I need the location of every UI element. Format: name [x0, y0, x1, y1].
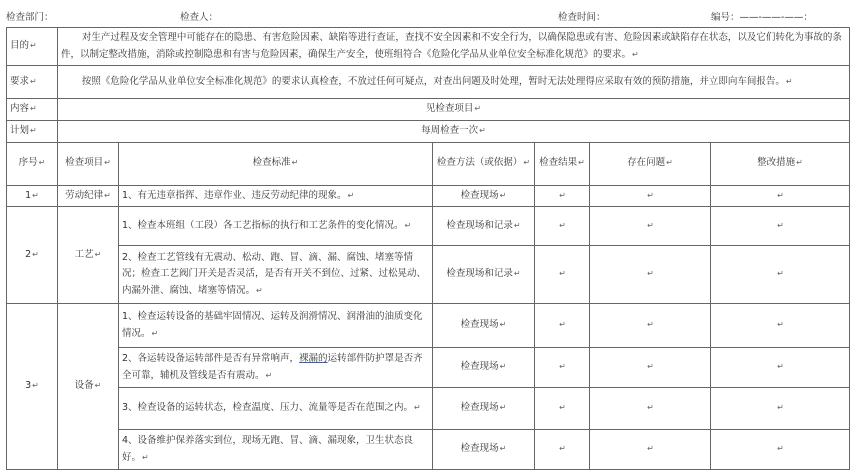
seq-cell: 1↵ — [7, 185, 58, 207]
measure-input-cell[interactable]: ↵ — [711, 246, 850, 304]
plan-text-cell: 每周检查一次↵ — [58, 120, 850, 142]
method-cell: 检查现场↵ — [433, 388, 535, 430]
purpose-text-cell: 对生产过程及安全管理中可能存在的隐患、有害危险因素、缺陷等进行查证，查找不安全因素和不安全行为，以确保隐患或有害、危险因素或缺陷存在状态，以及它们转化为事故的条件，以制定整改措施，消除或控制隐患和有害与危险因素，确保生产安全，使班组符合《危险化学品从业单位安全标准化规范》的要求。↵ — [58, 28, 850, 66]
issue-input-cell[interactable]: ↵ — [590, 430, 711, 470]
column-header-seq: 序号↵ — [7, 142, 58, 185]
method-cell: 检查现场↵ — [433, 348, 535, 388]
column-header-measure: 整改措施↵ — [711, 142, 850, 185]
issue-input-cell[interactable]: ↵ — [590, 348, 711, 388]
measure-input-cell[interactable]: ↵ — [711, 430, 850, 470]
requirement-row — [7, 66, 850, 99]
measure-input-cell[interactable]: ↵ — [711, 388, 850, 430]
inspection-table — [6, 27, 850, 470]
purpose-label: 目的 — [10, 40, 30, 52]
issue-input-cell[interactable]: ↵ — [590, 185, 711, 207]
content-label-cell: 内容↵ — [7, 99, 58, 121]
content-label: 内容 — [10, 103, 30, 115]
method-cell: 检查现场和记录↵ — [433, 207, 535, 246]
content-text: 见检查项目 — [425, 103, 474, 115]
method-cell: 检查现场↵ — [433, 185, 535, 207]
serial-number-label: 编号：——-——-——： — [711, 12, 813, 23]
result-input-cell[interactable]: ↵ — [535, 430, 590, 470]
issue-input-cell[interactable]: ↵ — [590, 207, 711, 246]
method-cell: 检查现场↵ — [433, 304, 535, 348]
requirement-label: 要求 — [10, 75, 30, 87]
standard-cell: 2、各运转设备运转部件是否有异常响声，裸漏的运转部件防护罩是否齐全可靠，辅机及管线是否有震动。↵ — [119, 348, 433, 388]
purpose-row — [7, 28, 850, 66]
result-input-cell[interactable]: ↵ — [535, 304, 590, 348]
measure-input-cell[interactable]: ↵ — [711, 207, 850, 246]
table-row — [7, 388, 850, 430]
purpose-label-cell: 目的↵ — [7, 28, 58, 66]
plan-label-cell: 计划↵ — [7, 120, 58, 142]
seq-cell: 2↵ — [7, 207, 58, 304]
standard-cell: 1、检查本班组（工段）各工艺指标的执行和工艺条件的变化情况。↵ — [119, 207, 433, 246]
result-input-cell[interactable]: ↵ — [535, 185, 590, 207]
measure-input-cell[interactable]: ↵ — [711, 304, 850, 348]
plan-row — [7, 120, 850, 142]
table-row — [7, 207, 850, 246]
result-input-cell[interactable]: ↵ — [535, 207, 590, 246]
column-header-result: 检查结果↵ — [535, 142, 590, 185]
method-cell: 检查现场和记录↵ — [433, 246, 535, 304]
table-row — [7, 185, 850, 207]
requirement-label-cell: 要求↵ — [7, 66, 58, 99]
measure-input-cell[interactable]: ↵ — [711, 185, 850, 207]
content-row — [7, 99, 850, 121]
issue-input-cell[interactable]: ↵ — [590, 304, 711, 348]
result-input-cell[interactable]: ↵ — [535, 246, 590, 304]
standard-cell: 1、检查运转设备的基础牢固情况、运转及润滑情况、润滑油的油质变化情况。↵ — [119, 304, 433, 348]
issue-input-cell[interactable]: ↵ — [590, 246, 711, 304]
plan-label: 计划 — [10, 124, 30, 136]
item-cell: 劳动纪律↵ — [58, 185, 119, 207]
content-text-cell: 见检查项目↵ — [58, 99, 850, 121]
table-row — [7, 348, 850, 388]
table-row — [7, 304, 850, 348]
column-header-row — [7, 142, 850, 185]
highlighted-term: 裸漏的 — [299, 353, 328, 364]
method-cell: 检查现场↵ — [433, 430, 535, 470]
inspector-label: 检查人： — [180, 12, 219, 23]
column-header-standard: 检查标准↵ — [119, 142, 433, 185]
column-header-method: 检查方法（或依据）↵ — [433, 142, 535, 185]
standard-cell: 2、检查工艺管线有无震动、松动、跑、冒、滴、漏、腐蚀、堵塞等情况；检查工艺阀门开关是否灵活，是否有开关不到位、过紧、过松晃动、内漏外泄、腐蚀、堵塞等情况。↵ — [119, 246, 433, 304]
inspection-time-label: 检查时间： — [558, 12, 606, 23]
table-row — [7, 430, 850, 470]
measure-input-cell[interactable]: ↵ — [711, 348, 850, 388]
standard-cell: 1、有无违章指挥、违章作业、违反劳动纪律的现象。↵ — [119, 185, 433, 207]
issue-input-cell[interactable]: ↵ — [590, 388, 711, 430]
standard-cell: 3、检查设备的运转状态，检查温度、压力、流量等是否在范围之内。↵ — [119, 388, 433, 430]
item-cell: 设备↵ — [58, 304, 119, 470]
seq-cell: 3↵ — [7, 304, 58, 470]
standard-cell: 4、设备维护保养落实到位，现场无跑、冒、滴、漏现象，卫生状态良好。↵ — [119, 430, 433, 470]
requirement-text: 按照《危险化学品从业单位安全标准化规范》的要求认真检查，不放过任何可疑点，对查出问题及时处理，暂时无法处理得应采取有效的预防措施，并立即向车间报告。 — [81, 75, 785, 87]
column-header-item: 检查项目↵ — [58, 142, 119, 185]
requirement-text-cell: 按照《危险化学品从业单位安全标准化规范》的要求认真检查，不放过任何可疑点，对查出问题及时处理，暂时无法处理得应采取有效的预防措施，并立即向车间报告。↵ — [58, 66, 850, 99]
plan-text: 每周检查一次 — [421, 124, 479, 136]
result-input-cell[interactable]: ↵ — [535, 388, 590, 430]
table-row — [7, 246, 850, 304]
column-header-issue: 存在问题↵ — [590, 142, 711, 185]
department-label: 检查部门： — [6, 12, 54, 23]
purpose-text: 对生产过程及安全管理中可能存在的隐患、有害危险因素、缺陷等进行查证，查找不安全因素和不安全行为，以确保隐患或有害、危险因素或缺陷存在状态，以及它们转化为事故的条件，以制定整改措施，消除或控制隐患和有害与危险因素，确保生产安全，使班组符合《危险化学品从业单位安全标准化规范》的要求。 — [61, 32, 842, 60]
result-input-cell[interactable]: ↵ — [535, 348, 590, 388]
item-cell: 工艺↵ — [58, 207, 119, 304]
form-header — [0, 9, 855, 23]
